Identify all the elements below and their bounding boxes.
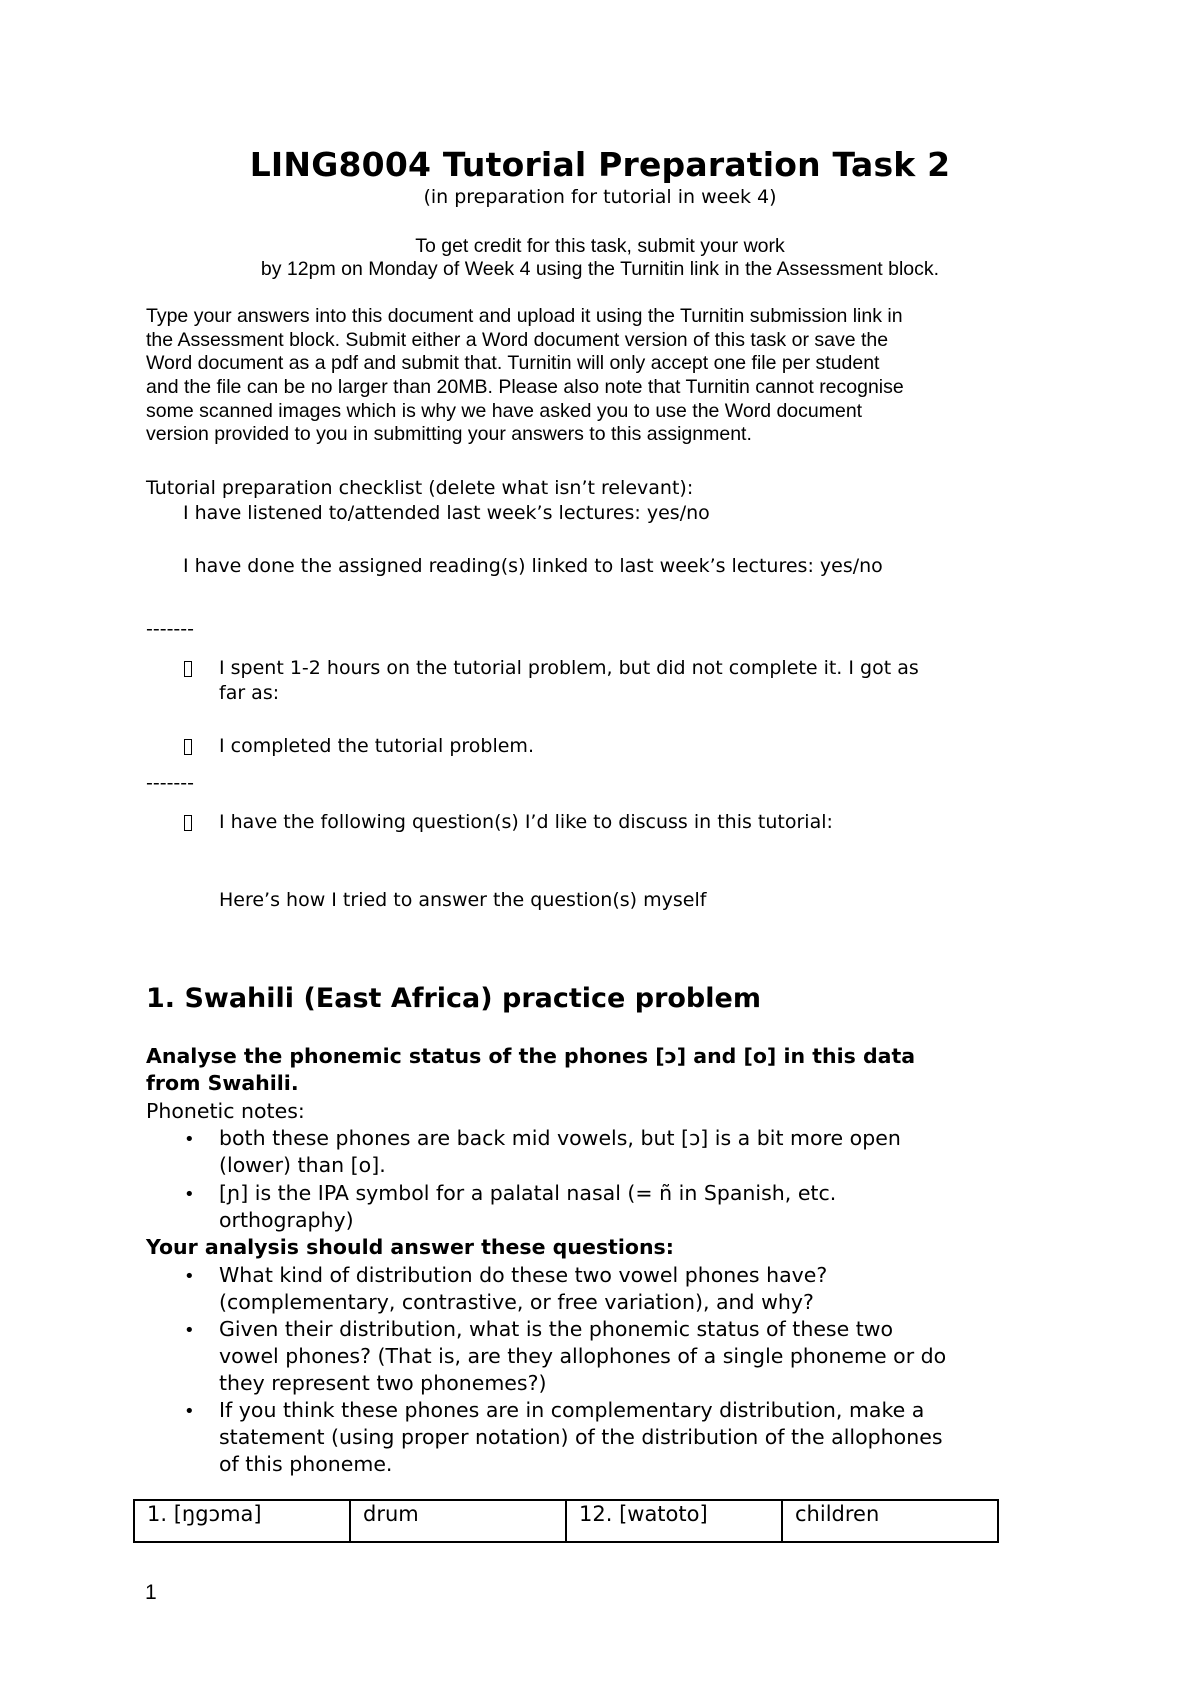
checkbox-icon[interactable] [184, 739, 192, 759]
document-subtitle: (in preparation for tutorial in week 4) [423, 186, 777, 208]
bullet-icon: • [184, 1401, 195, 1422]
checklist-option-questions: I have the following question(s) I’d like to discuss in this tutorial: [219, 811, 833, 833]
note-item: both these phones are back mid vowels, but [ɔ] is a bit more open [219, 1126, 901, 1150]
note-item-cont: (lower) than [o]. [219, 1153, 386, 1177]
credit-line-2: by 12pm on Monday of Week 4 using the Turnitin link in the Assessment block. [260, 258, 940, 280]
page-number: 1 [145, 1581, 157, 1604]
task-statement: Analyse the phonemic status of the phones [ɔ] and [o] in this data [146, 1044, 916, 1068]
bullet-icon: • [184, 1266, 195, 1287]
question-item-cont: they represent two phonemes?) [219, 1371, 547, 1395]
note-item-cont: orthography) [219, 1208, 354, 1232]
credit-line-1: To get credit for this task, submit your work [415, 235, 785, 257]
checklist-option-partial-cont: far as: [219, 682, 280, 704]
table-cell: drum [350, 1500, 566, 1542]
question-item: If you think these phones are in complementary distribution, make a [219, 1398, 925, 1422]
instructions-line: some scanned images which is why we have asked you to use the Word document [146, 400, 863, 422]
document-title: LING8004 Tutorial Preparation Task 2 [249, 145, 951, 184]
table-cell: children [782, 1500, 998, 1542]
checklist-option-partial: I spent 1-2 hours on the tutorial problem, but did not complete it. I got as [219, 657, 919, 679]
table-cell: 1. [ŋgɔma] [134, 1500, 350, 1542]
question-item-cont: (complementary, contrastive, or free variation), and why? [219, 1290, 814, 1314]
instructions-line: and the file can be no larger than 20MB. Please also note that Turnitin cannot recognise [146, 376, 904, 398]
question-item-cont: statement (using proper notation) of the distribution of the allophones [219, 1425, 943, 1449]
table-row [134, 1500, 998, 1542]
checklist-item-lectures: I have listened to/attended last week’s lectures: yes/no [183, 502, 710, 524]
question-item: Given their distribution, what is the phonemic status of these two [219, 1317, 894, 1341]
checklist-followup: Here’s how I tried to answer the question(s) myself [219, 889, 707, 911]
task-statement-cont: from Swahili. [146, 1071, 299, 1095]
instructions-line: version provided to you in submitting your answers to this assignment. [146, 423, 752, 445]
data-table [133, 1499, 999, 1543]
checkbox-icon[interactable] [184, 661, 192, 681]
note-item: [ɲ] is the IPA symbol for a palatal nasal (= ñ in Spanish, etc. [219, 1181, 837, 1205]
checklist-option-complete: I completed the tutorial problem. [219, 735, 534, 757]
separator: ------- [146, 772, 194, 794]
section-heading: 1. Swahili (East Africa) practice problem [146, 983, 761, 1014]
question-item-cont: vowel phones? (That is, are they allophones of a single phoneme or do [219, 1344, 947, 1368]
bullet-icon: • [184, 1320, 195, 1341]
separator: ------- [146, 618, 194, 640]
bullet-icon: • [184, 1129, 195, 1150]
checkbox-icon[interactable] [184, 815, 192, 835]
table-cell: 12. [watoto] [566, 1500, 782, 1542]
question-item-cont: of this phoneme. [219, 1452, 393, 1476]
questions-heading: Your analysis should answer these questions: [146, 1235, 674, 1259]
instructions-line: Word document as a pdf and submit that. Turnitin will only accept one file per student [146, 352, 880, 374]
checklist-item-reading: I have done the assigned reading(s) linked to last week’s lectures: yes/no [183, 555, 883, 577]
instructions-line: the Assessment block. Submit either a Word document version of this task or save the [146, 329, 889, 351]
notes-heading: Phonetic notes: [146, 1099, 305, 1123]
bullet-icon: • [184, 1184, 195, 1205]
instructions-line: Type your answers into this document and upload it using the Turnitin submission link in [146, 305, 903, 327]
question-item: What kind of distribution do these two vowel phones have? [219, 1263, 828, 1287]
checklist-heading: Tutorial preparation checklist (delete what isn’t relevant): [146, 477, 694, 499]
